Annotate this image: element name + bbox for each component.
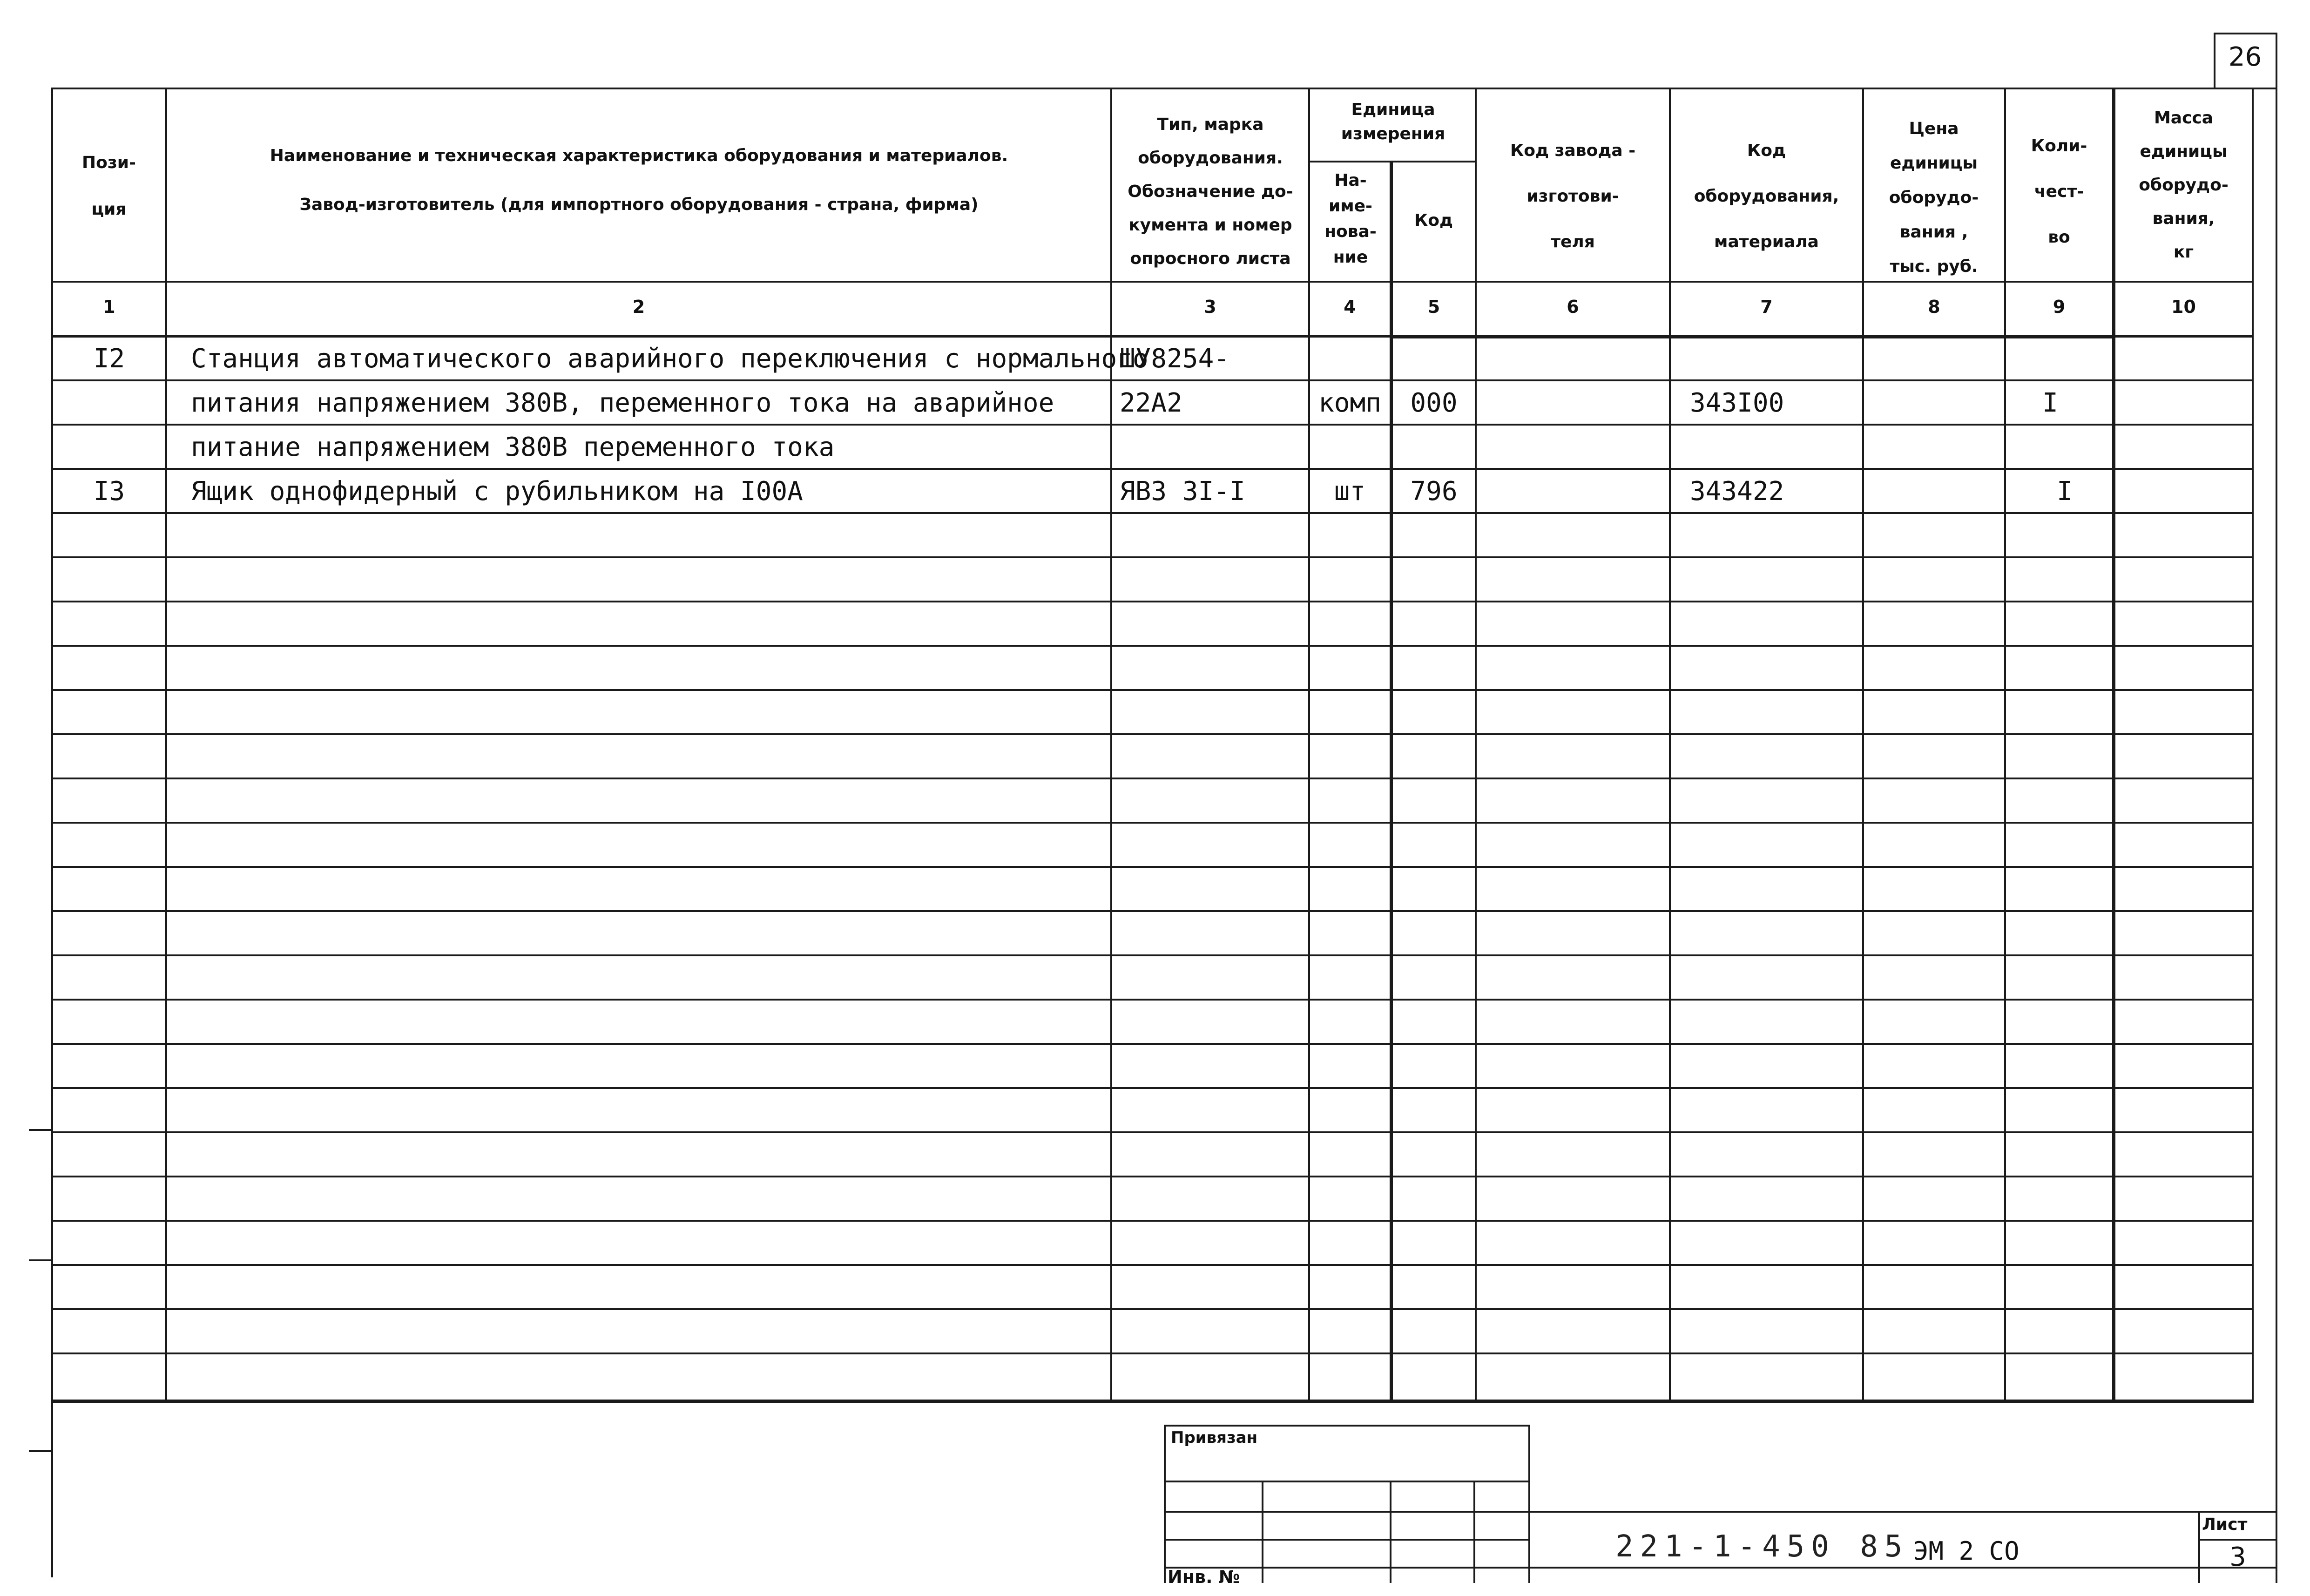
margin-mark: [29, 1450, 53, 1452]
stamp-left: [1164, 1425, 1166, 1583]
stamp-col: [1390, 1481, 1391, 1583]
row-name: питание напряжением 380В переменного тока: [191, 432, 835, 462]
row-line: [51, 1220, 2253, 1222]
column-number: 7: [1760, 297, 1773, 317]
bound-label: Привязан: [1171, 1428, 1258, 1447]
column-number: 9: [2053, 297, 2066, 317]
frame-right: [2276, 33, 2277, 1583]
header-quantity: Коли- чест- во: [2031, 136, 2087, 247]
row-line: [51, 1087, 2253, 1089]
stamp-right: [1528, 1425, 1530, 1583]
header-mass: Масса единицы оборудо- вания, кг: [2139, 108, 2229, 262]
header-name: Наименование и техническая характеристика оборудования и материалов. Завод-изготовитель (для импортного оборудования - страна, фирма): [270, 146, 1008, 214]
stamp-col: [1262, 1481, 1263, 1583]
row-unit: шт: [1334, 476, 1366, 507]
row-quantity: I: [2042, 388, 2058, 418]
frame-top: [51, 88, 2276, 89]
col-line: [2112, 88, 2115, 1403]
row-line: [51, 866, 2253, 868]
stamp-top: [1164, 1425, 1529, 1427]
column-number: 5: [1427, 297, 1440, 317]
sheet-box-divider: [2198, 1539, 2276, 1541]
table-bottom: [51, 1400, 2253, 1403]
header-type: Тип, марка оборудования. Обозначение до- кумента и номер опросного листа: [1128, 115, 1293, 268]
row-line: [51, 822, 2253, 824]
row-position: I3: [93, 476, 125, 507]
row-unit-code: 796: [1410, 476, 1458, 507]
column-number: 10: [2171, 297, 2196, 317]
margin-mark: [29, 1129, 53, 1131]
header-position: Пози- ция: [82, 153, 136, 219]
row-equipment-code: 343I00: [1690, 388, 1784, 418]
row-line: [51, 601, 2253, 602]
title-block-top: [1528, 1511, 2276, 1513]
document-code: 221-1-450 85: [1615, 1529, 1909, 1564]
column-number: 6: [1567, 297, 1579, 317]
row-line: [51, 645, 2253, 647]
col-line: [2252, 88, 2254, 1403]
row-line: [51, 733, 2253, 735]
row-line: [51, 689, 2253, 691]
row-line: [51, 1131, 2253, 1133]
document-mark: ЭМ 2 СО: [1913, 1536, 2020, 1566]
row-type: 22А2: [1120, 388, 1182, 418]
header-unit-code: Код: [1414, 211, 1453, 230]
row-line: [51, 1264, 2253, 1266]
row-name: Ящик однофидерный с рубильником на I00A: [191, 476, 803, 507]
row-line: [51, 910, 2253, 912]
column-number: 4: [1344, 297, 1356, 317]
row-quantity: I: [2057, 476, 2073, 507]
margin-mark: [29, 1259, 53, 1261]
row-line: [51, 999, 2253, 1001]
row-position: I2: [93, 344, 125, 374]
row-equipment-code: 343422: [1690, 476, 1784, 507]
stamp-line: [1164, 1567, 2276, 1569]
column-number: 2: [632, 297, 645, 317]
col-line: [1390, 161, 1393, 1403]
row-line: [51, 1308, 2253, 1310]
header-factory-code: Код завода - изготови- теля: [1510, 141, 1636, 251]
page-number-box-top: [2214, 33, 2277, 34]
row-unit: комп: [1318, 388, 1381, 418]
column-number: 8: [1928, 297, 1940, 317]
header-equipment-code: Код оборудования, материала: [1694, 141, 1839, 251]
stamp-col: [1473, 1481, 1475, 1583]
column-number: 3: [1204, 297, 1216, 317]
row-name: питания напряжением 380В, переменного тока на аварийное: [191, 388, 1054, 418]
inventory-label: Инв. №: [1168, 1567, 1240, 1587]
bold-block-top: [1390, 335, 2115, 338]
column-number: 1: [103, 297, 115, 317]
row-line: [51, 1043, 2253, 1045]
row-line: [51, 954, 2253, 956]
row-line: [51, 1353, 2253, 1354]
unit-group-divider: [1308, 161, 1476, 162]
row-line: [51, 778, 2253, 779]
sheet-label: Лист: [2202, 1515, 2248, 1534]
header-unit-group: Единица измерения: [1341, 100, 1445, 143]
row-name: Станция автоматического аварийного переключения с нормального: [191, 344, 1148, 374]
header-price: Цена единицы оборудо- вания , тыс. руб.: [1889, 119, 1979, 276]
row-line: [51, 556, 2253, 558]
page-number-box-left: [2214, 33, 2215, 88]
row-type: ШУ8254-: [1120, 344, 1230, 374]
row-line: [51, 1176, 2253, 1177]
page-number: 26: [2228, 42, 2262, 72]
sheet-number: 3: [2229, 1542, 2246, 1572]
row-unit-code: 000: [1410, 388, 1458, 418]
header-unit-name: На- име- нова- ние: [1324, 171, 1377, 267]
row-type: ЯВЗ 3I-I: [1120, 476, 1245, 507]
